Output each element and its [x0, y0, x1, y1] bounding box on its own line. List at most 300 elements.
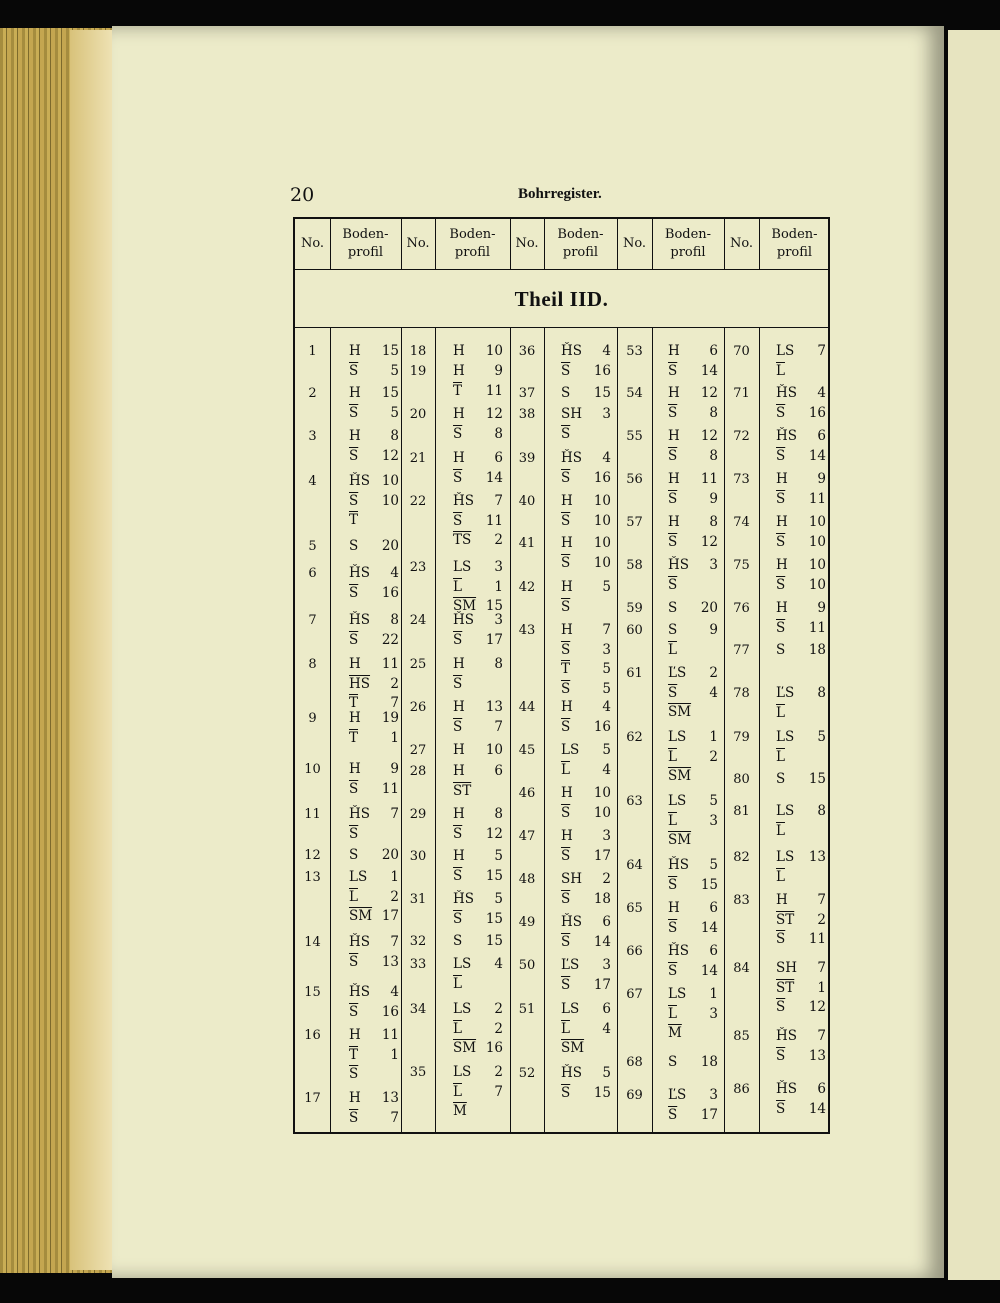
soil-symbol: H	[776, 600, 788, 616]
profil-line	[668, 728, 723, 748]
entry-number: 30	[409, 849, 427, 864]
entry-number: 54	[626, 386, 643, 401]
soil-symbol: H	[453, 763, 465, 779]
profil-line	[349, 362, 404, 382]
entry-number: 78	[733, 686, 750, 701]
soil-symbol: LS	[453, 956, 472, 972]
soil-symbol: $\overline{S}$	[561, 554, 571, 571]
entry-number: 11	[304, 807, 321, 822]
profil-line	[349, 384, 404, 404]
bodenprofil-entry	[561, 342, 616, 381]
soil-symbol: H	[453, 363, 465, 379]
soil-depth-value: 10	[808, 533, 826, 550]
profil-line	[668, 767, 723, 787]
profil-line	[668, 962, 723, 982]
soil-depth-value: 16	[381, 584, 399, 601]
profil-line	[776, 998, 831, 1018]
soil-depth-value: 19	[381, 710, 399, 726]
profil-line	[668, 599, 723, 619]
profil-line	[561, 913, 616, 933]
soil-symbol: ȞS	[776, 385, 798, 401]
soil-symbol: S	[349, 538, 359, 554]
profil-line	[668, 404, 723, 424]
soil-depth-value: 15	[593, 385, 611, 401]
soil-depth-value: 15	[485, 910, 503, 927]
profil-line	[561, 1084, 616, 1104]
soil-symbol: $\overline{SM}$	[453, 1040, 477, 1056]
bodenprofil-entry	[349, 760, 404, 799]
soil-depth-value: 7	[494, 493, 503, 509]
soil-symbol: $\overline{S}$	[668, 876, 678, 893]
profil-line	[453, 1039, 508, 1059]
soil-symbol: ȞS	[349, 806, 371, 822]
bodenprofil-entry	[349, 805, 404, 844]
soil-symbol: $\overline{S}$	[668, 919, 678, 936]
bodenprofil-entry	[668, 942, 723, 981]
soil-depth-value: 4	[494, 956, 503, 972]
soil-depth-value: 16	[381, 1003, 399, 1020]
profil-line	[776, 384, 831, 404]
bodenprofil-entry	[776, 556, 831, 595]
profil-line	[668, 513, 723, 533]
bodenprofil-entry	[349, 342, 404, 381]
entry-number: 72	[733, 429, 750, 444]
profil-line	[561, 621, 616, 641]
soil-symbol: S	[668, 622, 678, 638]
profil-line	[349, 907, 404, 927]
soil-symbol: H	[668, 471, 680, 487]
soil-symbol: H	[453, 406, 465, 422]
soil-symbol: LS	[776, 849, 795, 865]
soil-symbol: $\overline{SM}$	[668, 768, 692, 784]
soil-symbol: $\overline{T}$	[453, 382, 463, 399]
entry-number: 55	[626, 429, 643, 444]
soil-depth-value: 10	[485, 343, 503, 359]
soil-symbol: $\overline{L}$	[453, 975, 462, 992]
soil-symbol: $\overline{S}$	[349, 1109, 359, 1126]
profil-line	[668, 1005, 723, 1025]
soil-depth-value: 4	[602, 761, 611, 778]
entry-number: 83	[733, 893, 750, 908]
soil-depth-value: 7	[602, 622, 611, 638]
bodenprofil-entry	[453, 655, 508, 694]
soil-symbol: $\overline{S}$	[453, 825, 463, 842]
soil-symbol: LS	[453, 1064, 472, 1080]
soil-symbol: $\overline{L}$	[453, 1083, 462, 1100]
soil-symbol: H	[561, 699, 573, 715]
soil-symbol: H	[561, 828, 573, 844]
soil-depth-value: 8	[709, 447, 718, 464]
bodenprofil-entry	[561, 621, 616, 699]
entry-number: 84	[733, 961, 750, 976]
soil-symbol: LS	[453, 1001, 472, 1017]
soil-symbol: $\overline{S}$	[776, 931, 786, 947]
header-no: No.	[406, 236, 430, 251]
soil-symbol: $\overline{S}$	[453, 631, 463, 648]
book-page-edges-inner	[70, 30, 114, 1270]
soil-depth-value: 20	[381, 538, 399, 554]
soil-depth-value: 6	[817, 1081, 826, 1097]
profil-line	[776, 748, 831, 768]
profil-line	[776, 770, 831, 790]
soil-symbol: $\overline{L}$	[349, 888, 358, 905]
profil-line	[561, 804, 616, 824]
bodenprofil-entry	[561, 1064, 616, 1103]
profil-line	[776, 1027, 831, 1047]
profil-line	[349, 427, 404, 447]
entry-number: 5	[308, 539, 317, 554]
soil-depth-value: 12	[485, 406, 503, 422]
soil-symbol: H	[668, 428, 680, 444]
profil-line	[668, 1106, 723, 1126]
soil-symbol: ȞS	[349, 934, 371, 950]
profil-line	[561, 1039, 616, 1059]
soil-symbol: S	[776, 771, 786, 787]
soil-symbol: $\overline{S}$	[561, 598, 571, 615]
soil-depth-value: 7	[390, 1109, 399, 1126]
profil-line	[349, 404, 404, 424]
entry-number: 64	[626, 858, 643, 873]
soil-depth-value: 1	[390, 729, 399, 746]
soil-depth-value: 3	[602, 957, 611, 973]
profil-line	[668, 899, 723, 919]
profil-line	[453, 362, 508, 382]
soil-symbol: $\overline{T}$	[349, 729, 359, 746]
soil-depth-value: 1	[390, 1046, 399, 1063]
profil-line	[349, 631, 404, 651]
soil-depth-value: 17	[700, 1106, 718, 1123]
soil-symbol: ȞS	[668, 857, 690, 873]
profil-line	[453, 1102, 508, 1122]
bodenprofil-entry	[561, 870, 616, 909]
soil-symbol: ĽS	[668, 665, 687, 681]
profil-line	[349, 655, 404, 675]
soil-depth-value: 10	[593, 804, 611, 821]
soil-depth-value: 20	[700, 600, 718, 616]
entry-number: 79	[733, 730, 750, 745]
soil-symbol: $\overline{L}$	[453, 578, 462, 595]
column-rule	[435, 219, 436, 1132]
bodenprofil-entry	[349, 537, 404, 557]
bodenprofil-entry	[561, 1000, 616, 1059]
profil-line	[668, 427, 723, 447]
soil-symbol: H	[349, 343, 361, 359]
profil-line	[561, 847, 616, 867]
soil-symbol: LS	[453, 559, 472, 575]
entry-number: 9	[308, 711, 317, 726]
bodenprofil-entry	[349, 868, 404, 927]
soil-depth-value: 11	[808, 931, 826, 947]
entry-number: 35	[409, 1065, 427, 1080]
entry-number: 38	[518, 407, 536, 422]
profil-line	[776, 641, 831, 661]
profil-line	[776, 490, 831, 510]
entry-number: 71	[733, 386, 750, 401]
soil-symbol: $\overline{S}$	[668, 404, 678, 421]
soil-depth-value: 2	[494, 532, 503, 548]
soil-symbol: $\overline{S}$	[349, 825, 359, 842]
soil-symbol: S	[668, 600, 678, 616]
bodenprofil-entry	[668, 664, 723, 723]
soil-symbol: ȞS	[561, 343, 583, 359]
soil-symbol: H	[668, 385, 680, 401]
soil-depth-value: 11	[485, 512, 503, 529]
soil-depth-value: 6	[494, 763, 503, 779]
soil-symbol: $\overline{S}$	[561, 933, 571, 950]
profil-line	[349, 1026, 404, 1046]
running-head: Bohrregister.	[518, 186, 602, 202]
entry-number: 58	[626, 558, 643, 573]
soil-symbol: $\overline{S}$	[349, 404, 359, 421]
bodenprofil-entry	[453, 762, 508, 801]
bodenprofil-entry	[561, 492, 616, 531]
soil-depth-value: 5	[494, 848, 503, 864]
soil-depth-value: 18	[808, 642, 826, 658]
soil-symbol: LS	[349, 869, 368, 885]
bodenprofil-entry	[453, 362, 508, 401]
soil-depth-value: 10	[593, 535, 611, 551]
soil-symbol: $\overline{S}$	[349, 492, 359, 509]
soil-symbol: $\overline{T}$	[349, 1046, 359, 1063]
profil-line	[561, 1064, 616, 1084]
soil-depth-value: 4	[390, 984, 399, 1000]
profil-line	[453, 782, 508, 802]
bodenprofil-entry	[561, 534, 616, 573]
bodenprofil-entry	[453, 405, 508, 444]
profil-line	[561, 698, 616, 718]
soil-depth-value: 8	[390, 612, 399, 628]
soil-symbol: H	[453, 343, 465, 359]
soil-depth-value: 15	[485, 933, 503, 949]
profil-line	[349, 1065, 404, 1085]
profil-line	[776, 1047, 831, 1067]
page-number: 20	[290, 184, 315, 206]
entry-number: 56	[626, 472, 643, 487]
soil-depth-value: 2	[709, 665, 718, 681]
profil-line	[561, 761, 616, 781]
profil-line	[776, 728, 831, 748]
profil-line	[561, 956, 616, 976]
profil-line	[453, 847, 508, 867]
profil-line	[349, 1003, 404, 1023]
profil-line	[453, 382, 508, 402]
profil-line	[561, 680, 616, 700]
bodenprofil-entry	[668, 728, 723, 787]
entry-number: 10	[304, 762, 321, 777]
profil-line	[349, 825, 404, 845]
profil-line	[453, 631, 508, 651]
bodenprofil-entry	[561, 827, 616, 866]
soil-depth-value: 15	[381, 385, 399, 401]
bodenprofil-entry	[668, 556, 723, 595]
soil-symbol: $\overline{S}$	[453, 469, 463, 486]
bodenprofil-entry	[349, 564, 404, 603]
soil-symbol: H	[453, 656, 465, 672]
profil-line	[776, 802, 831, 822]
profil-line	[561, 660, 616, 680]
entry-number: 53	[626, 344, 643, 359]
soil-symbol: H	[349, 1090, 361, 1106]
soil-symbol: $\overline{S}$	[561, 804, 571, 821]
soil-symbol: LS	[668, 793, 687, 809]
profil-line	[561, 598, 616, 618]
soil-depth-value: 5	[390, 362, 399, 379]
profil-line	[453, 578, 508, 598]
profil-line	[453, 611, 508, 631]
soil-depth-value: 11	[381, 656, 399, 672]
profil-line	[561, 492, 616, 512]
soil-depth-value: 9	[709, 622, 718, 638]
bodenprofil-entry	[668, 792, 723, 851]
soil-symbol: H	[561, 493, 573, 509]
bodenprofil-entry	[453, 492, 508, 551]
profil-line	[561, 362, 616, 382]
entry-number: 80	[733, 772, 750, 787]
soil-depth-value: 2	[494, 1001, 503, 1017]
soil-symbol: ȞS	[349, 984, 371, 1000]
entry-number: 51	[518, 1002, 536, 1017]
bodenprofil-entry	[349, 655, 404, 714]
soil-depth-value: 5	[709, 793, 718, 809]
profil-line	[776, 533, 831, 553]
soil-depth-value: 2	[709, 748, 718, 765]
soil-symbol: $\overline{S}$	[776, 404, 786, 421]
profil-line	[349, 868, 404, 888]
profil-line	[561, 976, 616, 996]
profil-line	[561, 469, 616, 489]
soil-symbol: $\overline{T}$	[349, 512, 359, 528]
soil-depth-value: 3	[602, 641, 611, 658]
bodenprofil-entry	[776, 342, 831, 381]
bohrregister-table	[293, 217, 830, 1134]
soil-depth-value: 1	[390, 869, 399, 885]
soil-depth-value: 7	[817, 343, 826, 359]
bodenprofil-entry	[349, 709, 404, 748]
entry-number: 27	[409, 743, 427, 758]
profil-line	[453, 405, 508, 425]
soil-depth-value: 2	[494, 1020, 503, 1037]
entry-number: 61	[626, 666, 643, 681]
entry-number: 57	[626, 515, 643, 530]
bodenprofil-entry	[776, 770, 831, 790]
profil-line	[668, 856, 723, 876]
soil-symbol: ȞS	[776, 428, 798, 444]
entry-number: 34	[409, 1002, 427, 1017]
entry-number: 20	[409, 407, 427, 422]
entry-number: 28	[409, 764, 427, 779]
bodenprofil-entry	[349, 983, 404, 1022]
profil-line	[349, 983, 404, 1003]
soil-depth-value: 14	[808, 447, 826, 464]
soil-depth-value: 1	[817, 979, 826, 996]
soil-symbol: ȞS	[349, 473, 371, 489]
entry-number: 59	[626, 601, 643, 616]
profil-line	[561, 534, 616, 554]
bodenprofil-entry	[668, 342, 723, 381]
soil-symbol: $\overline{S}$	[349, 1003, 359, 1020]
bodenprofil-entry	[776, 427, 831, 466]
entry-number: 49	[518, 915, 536, 930]
bodenprofil-entry	[561, 384, 616, 404]
bodenprofil-entry	[349, 933, 404, 972]
bodenprofil-entry	[668, 985, 723, 1044]
soil-symbol: H	[349, 710, 361, 726]
profil-line	[453, 762, 508, 782]
entry-number: 2	[308, 386, 317, 401]
soil-depth-value: 14	[485, 469, 503, 486]
soil-depth-value: 10	[593, 785, 611, 801]
soil-symbol: $\overline{SM}$	[349, 908, 373, 924]
bodenprofil-entry	[776, 959, 831, 1018]
profil-line	[453, 449, 508, 469]
soil-symbol: H	[668, 514, 680, 530]
profil-line	[349, 1109, 404, 1129]
bodenprofil-entry	[453, 890, 508, 929]
soil-symbol: H	[668, 900, 680, 916]
soil-symbol: S	[561, 385, 571, 401]
profil-line	[668, 985, 723, 1005]
soil-symbol: H	[561, 535, 573, 551]
soil-depth-value: 12	[808, 999, 826, 1015]
bodenprofil-entry	[776, 848, 831, 887]
header-no: No.	[622, 236, 647, 251]
soil-depth-value: 5	[602, 579, 611, 595]
entry-number: 69	[626, 1088, 643, 1103]
soil-symbol: $\overline{S}$	[349, 780, 359, 797]
soil-symbol: $\overline{S}$	[776, 576, 786, 593]
bodenprofil-entry	[668, 599, 723, 619]
profil-line	[668, 1053, 723, 1073]
soil-symbol: $\overline{S}$	[561, 680, 571, 697]
soil-depth-value: 3	[494, 559, 503, 575]
soil-symbol: $\overline{L}$	[776, 822, 785, 839]
profil-line	[349, 537, 404, 557]
profil-line	[668, 876, 723, 896]
profil-line	[668, 1086, 723, 1106]
bodenprofil-entry	[453, 342, 508, 362]
header-no: No.	[300, 236, 325, 251]
soil-depth-value: 11	[700, 471, 718, 487]
soil-depth-value: 3	[709, 1005, 718, 1022]
entry-number: 33	[409, 957, 427, 972]
profil-line	[453, 342, 508, 362]
soil-depth-value: 8	[709, 404, 718, 421]
profil-line	[561, 641, 616, 661]
soil-symbol: ȞS	[668, 557, 690, 573]
entry-number: 23	[409, 560, 427, 575]
bodenprofil-entry	[561, 784, 616, 823]
soil-depth-value: 6	[709, 900, 718, 916]
soil-symbol: $\overline{SM}$	[668, 704, 692, 720]
soil-symbol: $\overline{HS}$	[349, 675, 371, 692]
soil-symbol: $\overline{T}$	[561, 661, 571, 677]
soil-depth-value: 9	[494, 363, 503, 379]
soil-symbol: $\overline{L}$	[668, 748, 677, 765]
soil-symbol: $\overline{S}$	[453, 910, 463, 927]
profil-line	[668, 490, 723, 510]
soil-depth-value: 5	[494, 891, 503, 907]
soil-depth-value: 7	[494, 718, 503, 735]
soil-depth-value: 12	[381, 447, 399, 464]
soil-symbol: H	[453, 848, 465, 864]
soil-depth-value: 16	[808, 404, 826, 421]
entry-number: 67	[626, 987, 643, 1002]
profil-line	[668, 447, 723, 467]
profil-line	[453, 741, 508, 761]
soil-depth-value: 13	[808, 1047, 826, 1064]
soil-symbol: H	[349, 385, 361, 401]
soil-depth-value: 14	[808, 1100, 826, 1117]
